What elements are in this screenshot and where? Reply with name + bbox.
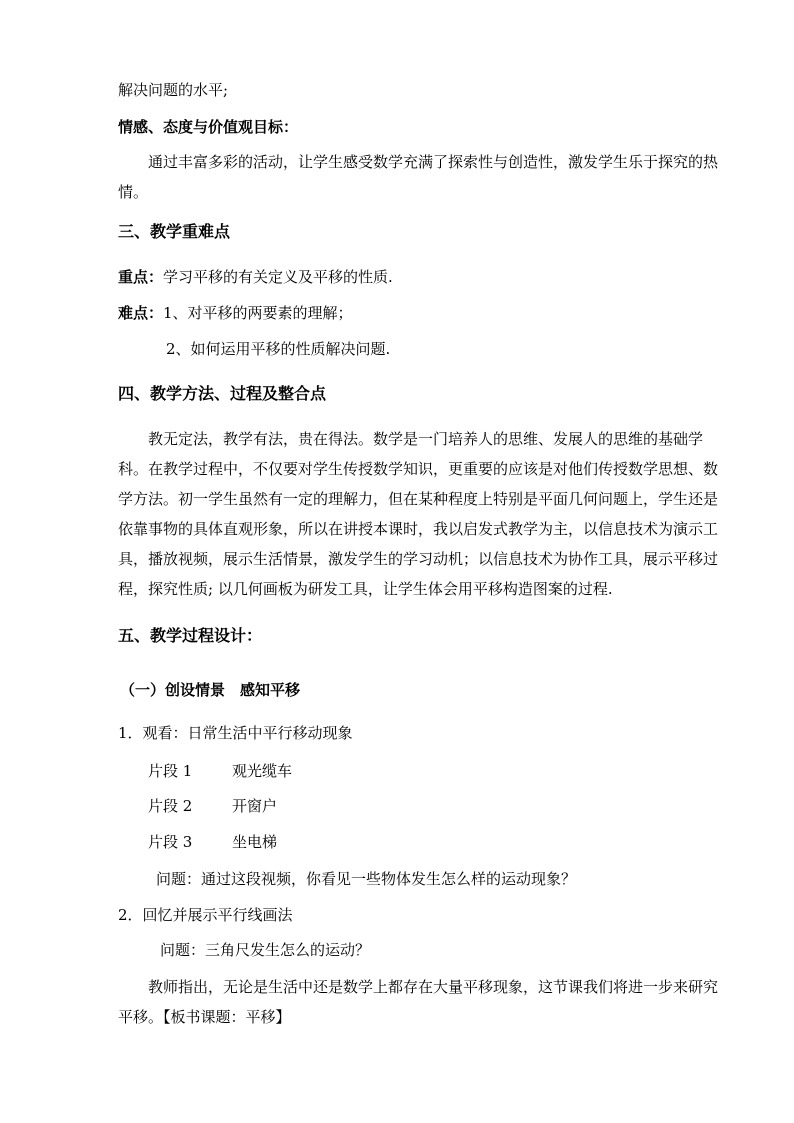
difficulty-item-2: 2、如何运用平移的性质解决问题. xyxy=(166,340,391,358)
clip-label-2: 片段 2 xyxy=(148,797,193,815)
difficulty-label: 难点： xyxy=(118,304,164,322)
key-point-line xyxy=(118,267,393,287)
clip-label-1: 片段 1 xyxy=(148,762,193,780)
emotion-goal-paragraph: 通过丰富多彩的活动，让学生感受数学充满了探索性与创造性，激发学生乐于探究的热情。 xyxy=(118,153,719,201)
section-3-title: 三、教学重难点 xyxy=(118,222,231,241)
clip-text-1: 观光缆车 xyxy=(232,762,293,780)
question-2: 问题：三角尺发生怎么的运动？ xyxy=(160,941,371,959)
section-4-title: 四、教学方法、过程及整合点 xyxy=(118,384,327,403)
key-point-label: 重点： xyxy=(118,268,164,286)
difficulty-line xyxy=(118,303,353,323)
question-1: 问题：通过这段视频，你看见一些物体发生怎么样的运动现象？ xyxy=(156,870,577,888)
list-item-2: 2．回忆并展示平行线画法 xyxy=(118,906,293,924)
section-5-title: 五、教学过程设计： xyxy=(118,626,263,645)
clip-label-3: 片段 3 xyxy=(148,833,193,851)
key-point-text: 学习平移的有关定义及平移的性质. xyxy=(163,268,393,286)
clip-text-3: 坐电梯 xyxy=(232,833,278,851)
teacher-paragraph: 教师指出，无论是生活中还是数学上都存在大量平移现象，这节课我们将进一步来研究平移。【板书课题：平移】 xyxy=(118,978,719,1026)
method-paragraph: 教无定法，教学有法，贵在得法。数学是一门培养人的思维、发展人的思维的基础学科。在教学过程中，不仅要对学生传授数学知识，更重要的应该是对他们传授数学思想、数学方法。初一学生虽然有一定的理解力，但在某种程度上特别是平面几何问题上，学生还是依靠事物的具体直观形象，所以在讲授本课时，我以启发式教学为主，以信息技术为演示工具，播放视频，展示生活情景，激发学生的学习动机；以信息技术为协作工具，展示平移过程，探究性质; 以几何画板为研发工具，让学生体会用平移构造图案的过程. xyxy=(118,430,719,598)
subsection-1-title: （一）创设情景 感知平移 xyxy=(120,681,301,699)
emotion-goal-heading: 情感、态度与价值观目标： xyxy=(118,118,299,136)
list-item-1: 1．观看：日常生活中平行移动现象 xyxy=(118,724,353,742)
difficulty-item-1: 1、对平移的两要素的理解； xyxy=(163,304,353,322)
continuation-line: 解决问题的水平; xyxy=(118,81,229,99)
clip-text-2: 开窗户 xyxy=(232,797,278,815)
